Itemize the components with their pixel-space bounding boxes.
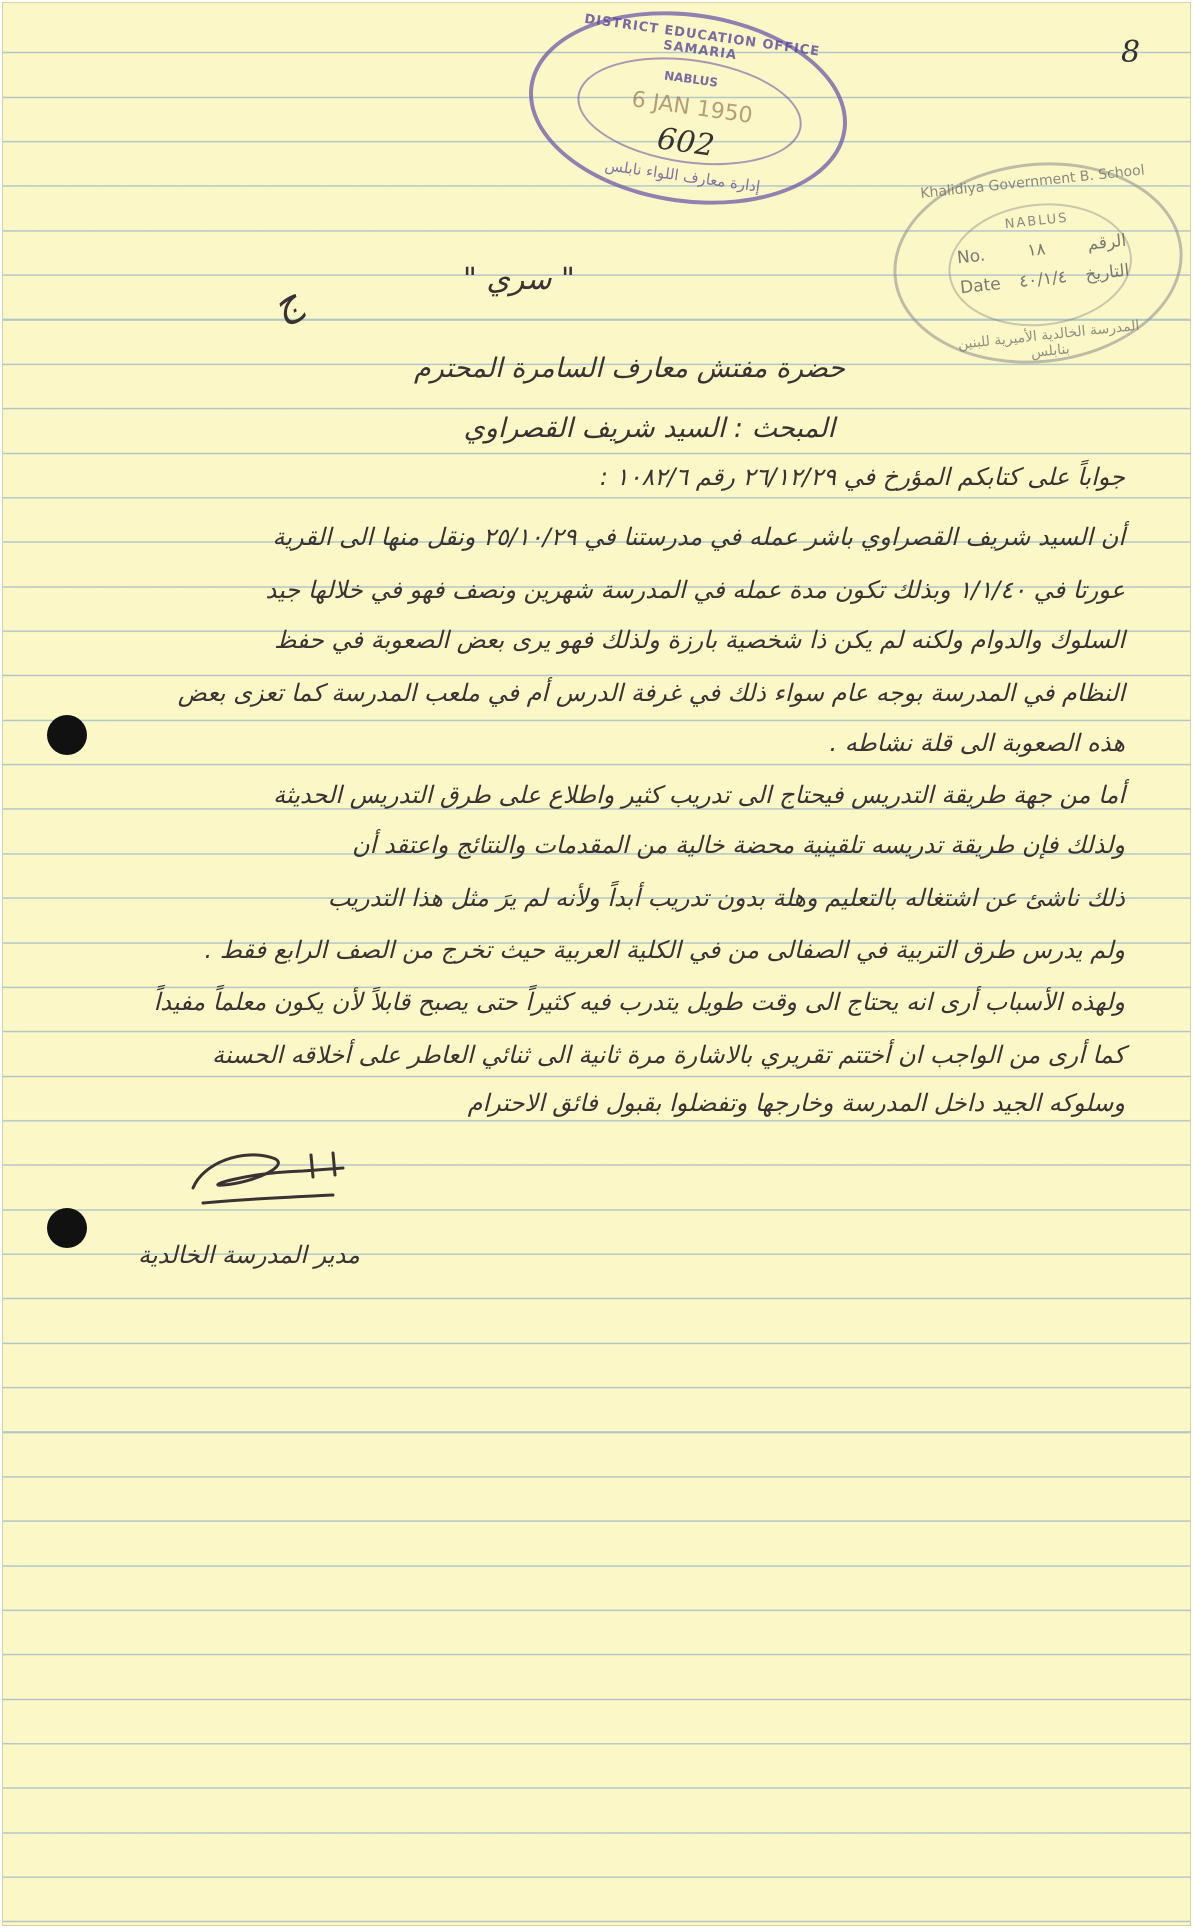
body-line: ولذلك فإن طريقة تدريسه تلقينية محضة خالية من المقدمات والنتائج واعتقد أن	[351, 831, 1125, 859]
stamp-date-label-en: Date	[959, 274, 1002, 299]
stamp-city: NABLUS	[1004, 210, 1070, 233]
subject-line: المبحث : السيد شريف القصراوي	[463, 413, 835, 444]
signature-title: مدير المدرسة الخالدية	[138, 1241, 360, 1269]
stamp-number-value: ١٨	[1026, 239, 1047, 261]
stamp-number: 602	[655, 121, 717, 164]
body-line: ولهذه الأسباب أرى انه يحتاج الى وقت طويل يتدرب فيه كثيراً حتى يصبح قابلاً لأن يكون معلماً مفيداً	[153, 988, 1125, 1016]
page-number: 8	[1121, 35, 1141, 70]
punch-hole	[47, 1208, 87, 1248]
body-line: جواباً على كتابكم المؤرخ في ٢٦/١٢/٢٩ رقم ١٠٨٢/٦ :	[599, 463, 1125, 491]
addressee-line: حضرة مفتش معارف السامرة المحترم	[414, 353, 845, 384]
stamp-date: 6 JAN 1950	[630, 87, 754, 129]
education-office-stamp	[516, 0, 859, 224]
body-line: هذه الصعوبة الى قلة نشاطه .	[829, 729, 1125, 757]
body-line: أن السيد شريف القصراوي باشر عمله في مدرستنا في ٢٥/١٠/٢٩ ونقل منها الى القرية	[272, 523, 1125, 551]
initial-mark: ج	[263, 276, 309, 330]
margin-line	[113, 3, 114, 1925]
body-line: كما أرى من الواجب ان أختتم تقريري بالاشارة مرة ثانية الى ثنائي العاطر على أخلاقه الحسنة	[212, 1041, 1125, 1069]
confidential-heading: " سري "	[463, 262, 575, 297]
body-line: عورتا في ١/١/٤٠ وبذلك تكون مدة عمله في المدرسة شهرين ونصف فهو في خلالها جيد	[265, 576, 1125, 604]
stamp-arc-top: Khalidiya Government B. School	[919, 162, 1146, 202]
body-line: ذلك ناشئ عن اشتغاله بالتعليم وهلة بدون تدريب أبداً ولأنه لم يرَ مثل هذا التدريب	[327, 884, 1125, 912]
stamp-number-label-en: No.	[956, 245, 987, 269]
stamp-date-label-ar: التاريخ	[1084, 260, 1131, 286]
punch-hole	[47, 715, 87, 755]
body-line: أما من جهة طريقة التدريس فيحتاج الى تدريب كثير واطلاع على طرق التدريس الحديثة	[273, 781, 1125, 809]
body-line: السلوك والدوام ولكنه لم يكن ذا شخصية بارزة ولذلك فهو يرى بعض الصعوبة في حفظ	[274, 626, 1125, 654]
signature	[183, 1143, 353, 1213]
letter-sheet	[2, 2, 1191, 1926]
stamp-city: NABLUS	[663, 68, 719, 90]
body-line: وسلوكه الجيد داخل المدرسة وخارجها وتفضلوا بقبول فائق الاحترام	[467, 1089, 1125, 1117]
body-line: ولم يدرس طرق التربية في الصفالى من في الكلية العربية حيث تخرج من الصف الرابع فقط .	[204, 936, 1125, 964]
school-stamp	[883, 148, 1192, 377]
stamp-arc-top: DISTRICT EDUCATION OFFICE SAMARIA	[583, 11, 821, 64]
body-line: النظام في المدرسة بوجه عام سواء ذلك في غرفة الدرس أم في ملعب المدرسة كما تعزى بعض	[177, 679, 1125, 707]
stamp-arc-bottom: إدارة معارف اللواء نابلس	[603, 156, 762, 196]
stamp-number-label-ar: الرقم	[1086, 230, 1128, 255]
stamp-date-value: ٤٠/١/٤	[1018, 267, 1068, 293]
stamp-arc-bottom: المدرسة الخالدية الأميرية للبنين بنابلس	[957, 317, 1141, 362]
